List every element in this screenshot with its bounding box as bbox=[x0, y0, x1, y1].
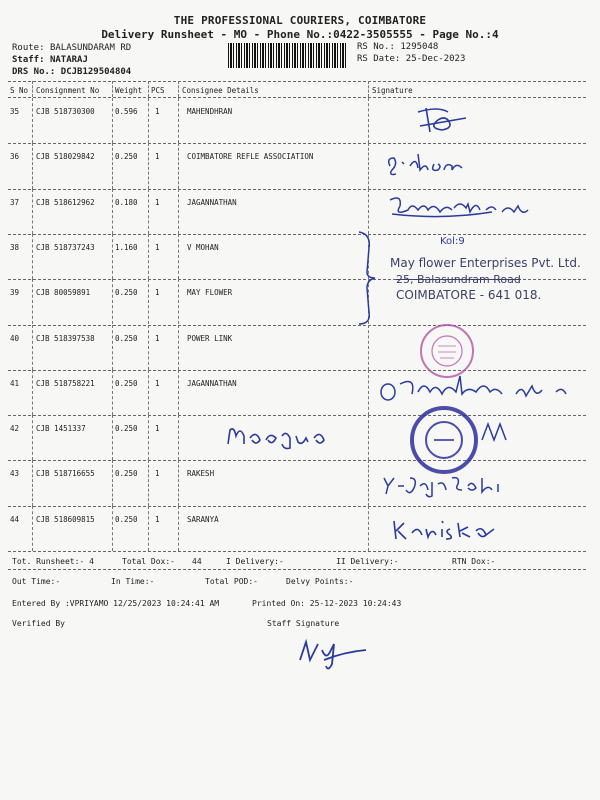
col-header-pcs: PCS bbox=[151, 86, 165, 95]
cell-pcs: 1 bbox=[155, 242, 160, 252]
cell-pcs: 1 bbox=[155, 107, 160, 116]
stamp-address: 25, Balasundram Road bbox=[396, 273, 521, 286]
signature-row-43 bbox=[378, 470, 518, 500]
signature-row-37 bbox=[382, 190, 542, 224]
row-rule bbox=[8, 415, 586, 416]
footer-rule bbox=[8, 569, 586, 570]
cell-sno: 38 bbox=[10, 242, 20, 252]
cell-sno: 35 bbox=[10, 107, 20, 116]
cell-weight: 0.250 bbox=[115, 333, 138, 343]
signature-row-41 bbox=[376, 372, 576, 406]
cell-consignment: CJB 518737243 bbox=[36, 242, 95, 252]
row-rule bbox=[8, 506, 586, 507]
handwritten-name-row-42 bbox=[222, 420, 332, 450]
table-bottom-rule bbox=[8, 551, 586, 552]
total-dox-value: 44 bbox=[192, 557, 202, 566]
staff-signature bbox=[294, 630, 374, 674]
cell-weight: 0.596 bbox=[115, 107, 138, 116]
printed-on: Printed On: 25-12-2023 10:24:43 bbox=[252, 599, 402, 608]
cell-pcs: 1 bbox=[155, 288, 160, 298]
cell-consignee: POWER LINK bbox=[187, 333, 233, 343]
signature-row-44 bbox=[388, 515, 508, 547]
cell-weight: 0.250 bbox=[115, 152, 138, 162]
col-header-consignee: Consignee Details bbox=[182, 86, 259, 95]
row-rule bbox=[8, 325, 586, 326]
col-header-signature: Signature bbox=[372, 86, 413, 95]
table-top-rule bbox=[8, 81, 586, 82]
cell-weight: 0.250 bbox=[115, 378, 138, 388]
col-header-weight: Weight bbox=[115, 86, 143, 95]
route-line: Route: BALASUNDARAM RD bbox=[12, 43, 132, 53]
cell-pcs: 1 bbox=[155, 333, 160, 343]
cell-pcs: 1 bbox=[155, 197, 160, 207]
row-rule bbox=[8, 460, 586, 461]
cell-sno: 39 bbox=[10, 288, 20, 298]
cell-consignee: COIMBATORE REFLE ASSOCIATION bbox=[187, 152, 314, 162]
cell-sno: 37 bbox=[10, 197, 20, 207]
stamp-company-name: May flower Enterprises Pvt. Ltd. bbox=[390, 256, 581, 270]
verified-by: Verified By bbox=[12, 619, 65, 628]
delvy-points: Delvy Points:- bbox=[286, 577, 354, 586]
cell-pcs: 1 bbox=[155, 378, 160, 388]
cell-consignee: JAGANNATHAN bbox=[187, 197, 237, 207]
staff-line: Staff: NATARAJ bbox=[12, 55, 88, 65]
signature-row-35 bbox=[408, 100, 478, 140]
cell-pcs: 1 bbox=[155, 152, 160, 162]
cell-sno: 36 bbox=[10, 152, 20, 162]
cell-consignment: CJB 1451337 bbox=[36, 424, 86, 434]
cell-sno: 41 bbox=[10, 378, 20, 388]
cell-pcs: 1 bbox=[155, 514, 160, 524]
cell-consignment: CJB 518730300 bbox=[36, 107, 95, 116]
cell-consignee: MAY FLOWER bbox=[187, 288, 233, 298]
stamp-handwritten-note: Kol:9 bbox=[440, 236, 465, 247]
cell-consignment: CJB 518716655 bbox=[36, 469, 95, 479]
cell-pcs: 1 bbox=[155, 469, 160, 479]
i-delivery: I Delivery:- bbox=[226, 557, 284, 566]
table-header-rule bbox=[8, 97, 586, 98]
cell-weight: 0.250 bbox=[115, 424, 138, 434]
cell-consignment: CJB 518397538 bbox=[36, 333, 95, 343]
signature-row-42 bbox=[478, 418, 518, 448]
cell-consignment: CJB 80059891 bbox=[36, 288, 91, 298]
entered-by: Entered By :VPRIYAMO 12/25/2023 10:24:41 AM bbox=[12, 599, 220, 608]
col-header-consignment: Consignment No bbox=[36, 86, 100, 95]
cell-sno: 44 bbox=[10, 514, 20, 524]
cell-consignee: SARANYA bbox=[187, 514, 219, 524]
cell-consignee: V MOHAN bbox=[187, 242, 219, 252]
row-rule bbox=[8, 370, 586, 371]
rtn-dox: RTN Dox:- bbox=[452, 557, 496, 566]
cell-consignee: JAGANNATHAN bbox=[187, 378, 237, 388]
bracket-mark bbox=[355, 228, 385, 328]
document-title: THE PROFESSIONAL COURIERS, COIMBATORE bbox=[173, 14, 427, 27]
cell-consignee: RAKESH bbox=[187, 469, 215, 479]
stamp-city: COIMBATORE - 641 018. bbox=[396, 288, 542, 302]
in-time: In Time:- bbox=[111, 577, 155, 586]
cell-sno: 42 bbox=[10, 424, 20, 434]
cell-consignee: MAHENDHRAN bbox=[187, 107, 233, 116]
staff-signature-label: Staff Signature bbox=[267, 619, 340, 628]
cell-weight: 0.180 bbox=[115, 197, 138, 207]
row-rule bbox=[8, 143, 586, 144]
drs-line: DRS No.: DCJB129504804 bbox=[12, 67, 132, 77]
signature-row-36 bbox=[382, 148, 472, 178]
total-dox-label: Total Dox:- bbox=[122, 557, 175, 566]
total-runsheet: Tot. Runsheet:- 4 bbox=[12, 557, 94, 566]
cell-sno: 43 bbox=[10, 469, 20, 479]
out-time: Out Time:- bbox=[12, 577, 61, 586]
rs-date-line: RS Date: 25-Dec-2023 bbox=[357, 54, 466, 64]
cell-consignment: CJB 518609815 bbox=[36, 514, 95, 524]
round-stamp-blue bbox=[408, 404, 480, 476]
rs-no-line: RS No.: 1295048 bbox=[357, 42, 439, 52]
barcode bbox=[228, 43, 348, 68]
cell-weight: 0.250 bbox=[115, 514, 138, 524]
cell-pcs: 1 bbox=[155, 424, 160, 434]
cell-sno: 40 bbox=[10, 333, 20, 343]
cell-weight: 1.160 bbox=[115, 242, 138, 252]
row-rule bbox=[8, 234, 586, 235]
cell-weight: 0.250 bbox=[115, 288, 138, 298]
cell-consignment: CJB 518758221 bbox=[36, 378, 95, 388]
total-pod: Total POD:- bbox=[205, 577, 258, 586]
cell-consignment: CJB 518612962 bbox=[36, 197, 95, 207]
document-subtitle: Delivery Runsheet - MO - Phone No.:0422-3505555 - Page No.:4 bbox=[101, 28, 499, 41]
cell-weight: 0.250 bbox=[115, 469, 138, 479]
ii-delivery: II Delivery:- bbox=[336, 557, 399, 566]
col-header-sno: S No bbox=[10, 86, 29, 95]
cell-consignment: CJB 518029842 bbox=[36, 152, 95, 162]
